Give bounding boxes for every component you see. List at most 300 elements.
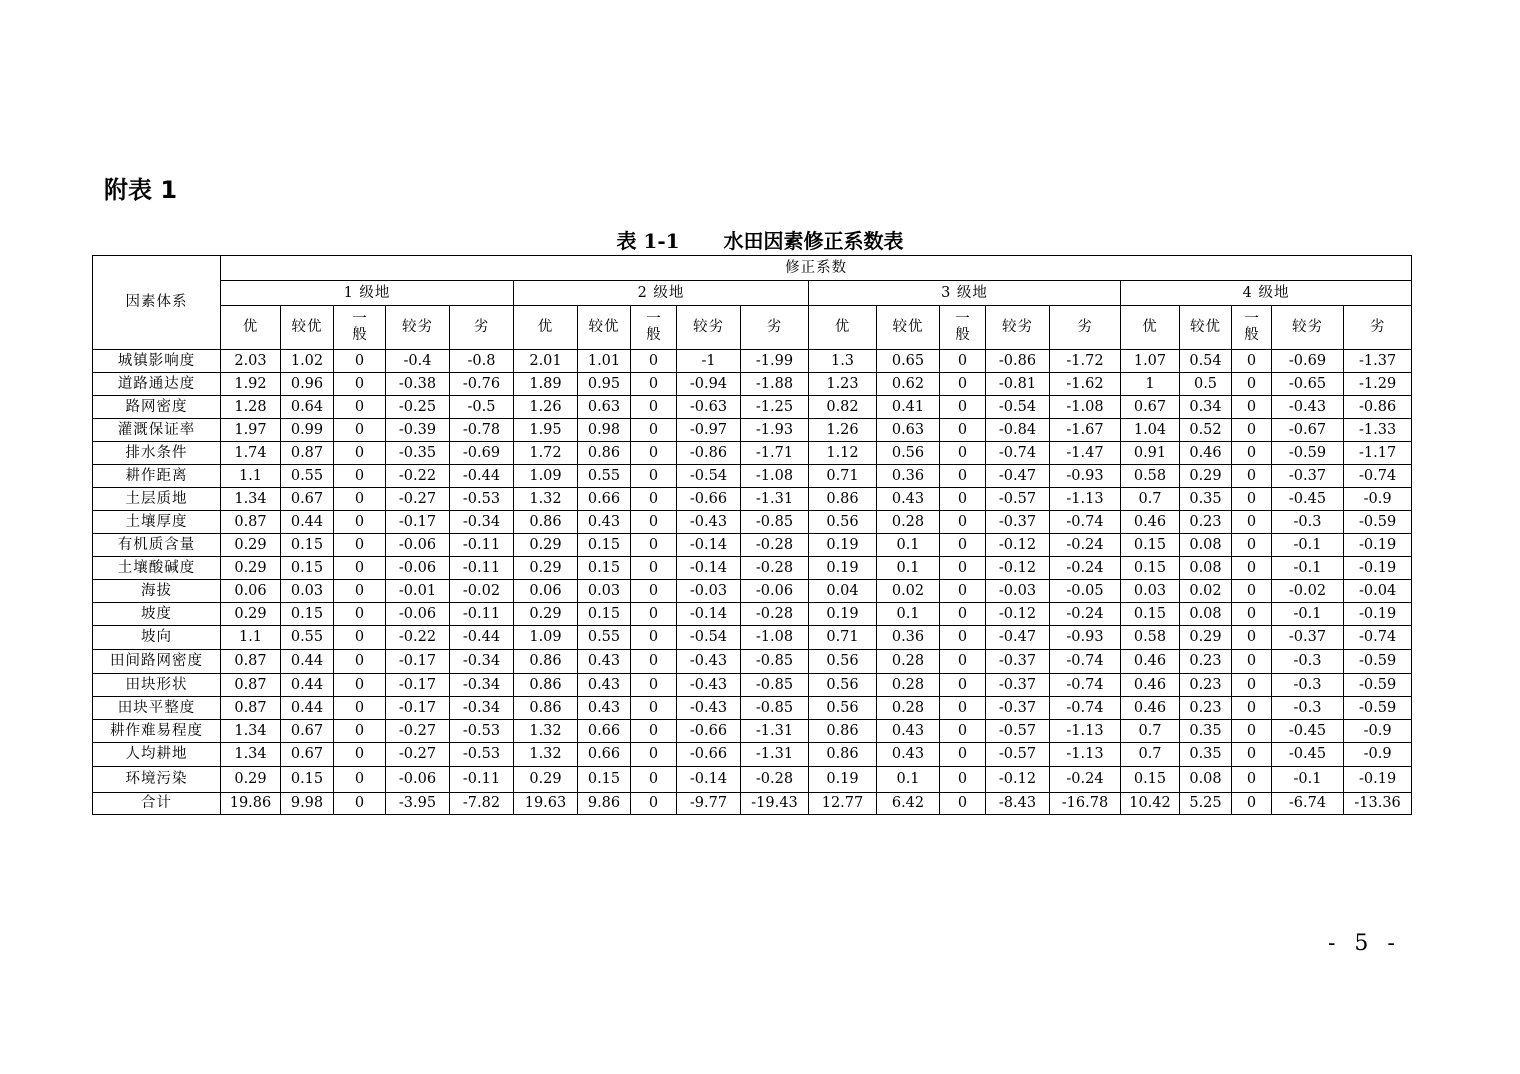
coefficient-cell: 2.01 [514, 350, 578, 373]
coefficient-cell: 0.35 [1180, 720, 1232, 743]
coefficient-cell: 0.29 [1180, 465, 1232, 488]
coefficient-cell: -0.14 [677, 603, 741, 626]
coefficient-table [92, 255, 1412, 815]
coefficient-cell: 0.08 [1180, 557, 1232, 580]
coefficient-cell: 0.98 [578, 419, 631, 442]
coefficient-cell: -0.34 [450, 650, 514, 674]
coefficient-cell: 0.46 [1121, 674, 1180, 697]
coefficient-cell: 0.71 [809, 626, 877, 650]
coefficient-cell: 0.29 [514, 603, 578, 626]
coefficient-cell: 0.56 [877, 442, 940, 465]
coefficient-cell: 0.66 [578, 488, 631, 511]
coefficient-cell: -6.74 [1272, 793, 1344, 815]
coefficient-cell: 0.36 [877, 626, 940, 650]
coefficient-cell: 0.71 [809, 465, 877, 488]
factor-name: 人均耕地 [93, 743, 221, 767]
table-row [93, 373, 1412, 396]
coefficient-cell: -0.94 [677, 373, 741, 396]
coefficient-cell: -0.17 [386, 511, 450, 534]
coefficient-cell: 1.72 [514, 442, 578, 465]
coefficient-cell: -1 [677, 350, 741, 373]
coefficient-cell: -1.93 [741, 419, 809, 442]
level-header: 劣 [741, 306, 809, 350]
coefficient-cell: 0 [334, 511, 386, 534]
coefficient-cell: -0.25 [386, 396, 450, 419]
coefficient-cell: 0 [631, 396, 677, 419]
coefficient-cell: 0 [940, 396, 986, 419]
coefficient-cell: 0 [334, 720, 386, 743]
coefficient-cell: -0.24 [1050, 534, 1121, 557]
coefficient-cell: 0.29 [514, 557, 578, 580]
coefficient-cell: 0 [334, 396, 386, 419]
level-header: 较优 [281, 306, 334, 350]
coefficient-cell: 0.43 [578, 650, 631, 674]
coefficient-cell: 0.67 [281, 743, 334, 767]
coefficient-cell: 0 [940, 720, 986, 743]
coefficient-cell: 1.26 [809, 419, 877, 442]
coefficient-cell: 0 [334, 488, 386, 511]
coefficient-cell: 0 [1232, 442, 1272, 465]
coefficient-cell: -0.12 [986, 603, 1050, 626]
table-row [93, 720, 1412, 743]
factor-name: 耕作距离 [93, 465, 221, 488]
coefficient-cell: 0.86 [809, 743, 877, 767]
coefficient-cell: -0.53 [450, 720, 514, 743]
coefficient-cell: 0.06 [221, 580, 281, 603]
coefficient-cell: -0.3 [1272, 511, 1344, 534]
table-row [93, 603, 1412, 626]
coefficient-cell: -19.43 [741, 793, 809, 815]
level-header: 较优 [877, 306, 940, 350]
factor-name: 耕作难易程度 [93, 720, 221, 743]
coefficient-cell: 2.03 [221, 350, 281, 373]
coefficient-cell: 0 [334, 580, 386, 603]
coefficient-cell: -0.28 [741, 603, 809, 626]
coefficient-cell: 0.06 [514, 580, 578, 603]
table-row [93, 465, 1412, 488]
coefficient-cell: -0.19 [1344, 603, 1412, 626]
factor-name: 路网密度 [93, 396, 221, 419]
coefficient-cell: 0.56 [809, 511, 877, 534]
coefficient-cell: 0.15 [281, 767, 334, 793]
table-row [93, 697, 1412, 720]
coefficient-cell: -0.59 [1272, 442, 1344, 465]
level-header: 较劣 [986, 306, 1050, 350]
coefficient-cell: 0.03 [578, 580, 631, 603]
coefficient-cell: 0 [334, 743, 386, 767]
coefficient-cell: -0.84 [986, 419, 1050, 442]
coefficient-cell: -1.31 [741, 720, 809, 743]
coefficient-cell: 0 [1232, 534, 1272, 557]
coefficient-cell: 0.35 [1180, 488, 1232, 511]
coefficient-cell: 1.97 [221, 419, 281, 442]
level-label: 一般 [1244, 310, 1260, 343]
coefficient-cell: -0.57 [986, 488, 1050, 511]
coefficient-cell: 0.86 [809, 488, 877, 511]
table-row [93, 626, 1412, 650]
factor-name: 海拔 [93, 580, 221, 603]
coefficient-cell: -0.85 [741, 650, 809, 674]
coefficient-cell: -0.11 [450, 767, 514, 793]
coefficient-cell: 0.44 [281, 674, 334, 697]
coefficient-cell: 0.28 [877, 674, 940, 697]
coefficient-cell: 19.86 [221, 793, 281, 815]
coefficient-cell: 0.15 [281, 534, 334, 557]
coefficient-cell: -1.62 [1050, 373, 1121, 396]
coefficient-cell: -0.06 [386, 603, 450, 626]
level-label: 一般 [955, 310, 971, 343]
coefficient-cell: 0 [1232, 650, 1272, 674]
coefficient-cell: -0.05 [1050, 580, 1121, 603]
coefficient-cell: -0.01 [386, 580, 450, 603]
coefficient-cell: -0.97 [677, 419, 741, 442]
coefficient-cell: 0.87 [221, 674, 281, 697]
coefficient-cell: 0.64 [281, 396, 334, 419]
coefficient-cell: 0 [940, 603, 986, 626]
coefficient-cell: -0.59 [1344, 674, 1412, 697]
coefficient-cell: 0 [940, 626, 986, 650]
coefficient-cell: -0.86 [986, 350, 1050, 373]
level-header: 优 [514, 306, 578, 350]
coefficient-cell: 0 [631, 373, 677, 396]
coefficient-cell: 0.62 [877, 373, 940, 396]
coefficient-cell: 0.08 [1180, 534, 1232, 557]
coefficient-cell: -0.57 [986, 743, 1050, 767]
coefficient-cell: 0 [1232, 373, 1272, 396]
coefficient-cell: 0 [631, 465, 677, 488]
coefficient-cell: 0 [631, 419, 677, 442]
coefficient-cell: 1.12 [809, 442, 877, 465]
coefficient-cell: 0.63 [877, 419, 940, 442]
coefficient-cell: 1.01 [578, 350, 631, 373]
coefficient-cell: 0.23 [1180, 697, 1232, 720]
coefficient-cell: 1.09 [514, 465, 578, 488]
coefficient-cell: -0.28 [741, 767, 809, 793]
coefficient-cell: -0.03 [677, 580, 741, 603]
coefficient-cell: -0.1 [1272, 767, 1344, 793]
coefficient-cell: 0.23 [1180, 511, 1232, 534]
factor-name: 有机质含量 [93, 534, 221, 557]
coefficient-cell: 0 [631, 557, 677, 580]
coefficient-cell: 0 [1232, 626, 1272, 650]
coefficient-cell: 0.86 [809, 720, 877, 743]
level-header: 较劣 [386, 306, 450, 350]
level-label: 一般 [646, 310, 662, 343]
coefficient-cell: 0.15 [1121, 557, 1180, 580]
coefficient-cell: -1.31 [741, 488, 809, 511]
coefficient-cell: -0.54 [986, 396, 1050, 419]
coefficient-cell: -1.99 [741, 350, 809, 373]
coefficient-cell: -0.54 [677, 465, 741, 488]
coefficient-cell: 0.58 [1121, 626, 1180, 650]
coefficient-cell: 0.15 [1121, 603, 1180, 626]
coefficient-cell: -0.43 [1272, 396, 1344, 419]
coefficient-cell: 0.08 [1180, 603, 1232, 626]
coefficient-cell: 0.44 [281, 697, 334, 720]
coefficient-cell: -0.3 [1272, 697, 1344, 720]
coefficient-cell: -0.59 [1344, 697, 1412, 720]
coefficient-cell: -0.59 [1344, 650, 1412, 674]
coefficient-cell: 0 [631, 580, 677, 603]
factor-name: 合计 [93, 793, 221, 815]
coefficient-cell: -0.43 [677, 697, 741, 720]
coefficient-cell: 0 [1232, 557, 1272, 580]
coefficient-cell: -0.85 [741, 511, 809, 534]
coefficient-cell: -0.57 [986, 720, 1050, 743]
coefficient-cell: -0.59 [1344, 511, 1412, 534]
level-header: 较优 [1180, 306, 1232, 350]
coefficient-cell: 0 [1232, 580, 1272, 603]
coefficient-cell: 1.89 [514, 373, 578, 396]
coefficient-cell: -0.37 [986, 511, 1050, 534]
level-header: 较优 [578, 306, 631, 350]
coefficient-cell: 0.86 [578, 442, 631, 465]
level-header [334, 306, 386, 350]
coefficient-cell: 0.23 [1180, 674, 1232, 697]
coefficient-cell: 0.66 [578, 720, 631, 743]
coefficient-cell: -0.74 [1344, 626, 1412, 650]
coefficient-cell: 0 [631, 720, 677, 743]
coefficient-cell: 0.1 [877, 557, 940, 580]
coefficient-cell: -1.08 [741, 465, 809, 488]
coefficient-cell: -0.81 [986, 373, 1050, 396]
grade-header: 3 级地 [809, 281, 1121, 306]
factor-name: 土壤酸碱度 [93, 557, 221, 580]
coefficient-cell: 0 [631, 793, 677, 815]
coefficient-cell: 0 [1232, 511, 1272, 534]
coefficient-cell: -0.1 [1272, 534, 1344, 557]
coefficient-cell: 0 [940, 442, 986, 465]
grade-header: 4 级地 [1121, 281, 1412, 306]
coefficient-cell: 0.1 [877, 767, 940, 793]
coefficient-cell: 0 [1232, 396, 1272, 419]
coefficient-cell: 0.15 [281, 603, 334, 626]
coefficient-cell: 0 [334, 626, 386, 650]
coefficient-cell: 0.82 [809, 396, 877, 419]
coefficient-cell: 1.23 [809, 373, 877, 396]
coefficient-cell: 0 [940, 674, 986, 697]
coefficient-cell: -0.66 [677, 720, 741, 743]
coefficient-cell: 0.65 [877, 350, 940, 373]
coefficient-cell: -0.85 [741, 697, 809, 720]
coefficient-cell: 1.04 [1121, 419, 1180, 442]
coefficient-cell: 0.15 [578, 534, 631, 557]
coefficient-cell: 0.7 [1121, 720, 1180, 743]
coefficient-cell: -0.17 [386, 650, 450, 674]
coefficient-cell: 0.43 [578, 697, 631, 720]
coefficient-cell: 0.19 [809, 603, 877, 626]
coefficient-cell: 0.1 [877, 534, 940, 557]
coefficient-cell: -9.77 [677, 793, 741, 815]
coefficient-cell: -0.14 [677, 767, 741, 793]
coefficient-cell: -0.37 [986, 697, 1050, 720]
coefficient-cell: 0 [1232, 488, 1272, 511]
coefficient-cell: -0.34 [450, 674, 514, 697]
coefficient-cell: 0.02 [877, 580, 940, 603]
coefficient-cell: 1.34 [221, 720, 281, 743]
coefficient-cell: 0 [334, 767, 386, 793]
level-header [1232, 306, 1272, 350]
coefficient-cell: 0 [334, 697, 386, 720]
coefficient-cell: 0 [940, 419, 986, 442]
coefficient-cell: -0.47 [986, 626, 1050, 650]
coefficient-cell: 1.92 [221, 373, 281, 396]
factor-header: 因素体系 [93, 256, 221, 350]
coefficient-cell: 0.52 [1180, 419, 1232, 442]
coefficient-cell: 0 [334, 534, 386, 557]
level-header: 优 [221, 306, 281, 350]
coefficient-cell: 0 [940, 743, 986, 767]
coefficient-cell: -0.37 [1272, 626, 1344, 650]
coefficient-cell: -0.76 [450, 373, 514, 396]
coefficient-cell: 0 [1232, 697, 1272, 720]
coefficient-cell: 0.66 [578, 743, 631, 767]
coefficient-cell: 0 [334, 793, 386, 815]
coefficient-cell: 0 [334, 557, 386, 580]
coefficient-cell: -0.74 [986, 442, 1050, 465]
coefficient-cell: 0.46 [1121, 697, 1180, 720]
coefficient-cell: 1.1 [221, 626, 281, 650]
coefficient-cell: 0.86 [514, 674, 578, 697]
coefficient-cell: 0 [940, 511, 986, 534]
coefficient-cell: 0.29 [514, 767, 578, 793]
coefficient-cell: -0.37 [986, 674, 1050, 697]
level-header [940, 306, 986, 350]
coefficient-cell: -0.43 [677, 674, 741, 697]
coefficient-cell: 1.34 [221, 488, 281, 511]
coefficient-cell: -0.44 [450, 626, 514, 650]
factor-name: 田块形状 [93, 674, 221, 697]
coefficient-cell: 0 [940, 350, 986, 373]
coefficient-cell: -0.27 [386, 743, 450, 767]
coefficient-cell: 0.56 [809, 697, 877, 720]
coefficient-cell: -0.19 [1344, 767, 1412, 793]
factor-name: 坡度 [93, 603, 221, 626]
coefficient-cell: 10.42 [1121, 793, 1180, 815]
coefficient-cell: 0.28 [877, 697, 940, 720]
coefficient-cell: 0.15 [281, 557, 334, 580]
factor-name: 排水条件 [93, 442, 221, 465]
factor-name: 灌溉保证率 [93, 419, 221, 442]
coefficient-cell: -0.06 [386, 767, 450, 793]
coefficient-cell: 0.43 [877, 488, 940, 511]
coefficient-cell: 0.19 [809, 767, 877, 793]
coefficient-cell: 0 [940, 557, 986, 580]
coefficient-cell: -0.03 [986, 580, 1050, 603]
coefficient-cell: -0.14 [677, 534, 741, 557]
table-caption [0, 225, 1520, 254]
coefficient-cell: -1.88 [741, 373, 809, 396]
coefficient-cell: -0.74 [1050, 650, 1121, 674]
coefficient-cell: -0.5 [450, 396, 514, 419]
coefficient-cell: 0.03 [281, 580, 334, 603]
coefficient-cell: 0.43 [877, 743, 940, 767]
coefficient-cell: -0.69 [1272, 350, 1344, 373]
coefficient-cell: -0.39 [386, 419, 450, 442]
coefficient-cell: -0.35 [386, 442, 450, 465]
coefficient-cell: -1.25 [741, 396, 809, 419]
coefficient-cell: -0.24 [1050, 767, 1121, 793]
level-header: 优 [809, 306, 877, 350]
coefficient-cell: -1.08 [741, 626, 809, 650]
coefficient-cell: -0.43 [677, 650, 741, 674]
coefficient-cell: -1.13 [1050, 743, 1121, 767]
coefficient-cell: -0.22 [386, 626, 450, 650]
coefficient-cell: 0 [334, 419, 386, 442]
coefficient-header: 修正系数 [221, 256, 1412, 281]
coefficient-cell: 0.43 [877, 720, 940, 743]
level-header: 劣 [450, 306, 514, 350]
coefficient-cell: 0 [940, 767, 986, 793]
coefficient-cell: -0.69 [450, 442, 514, 465]
coefficient-cell: -0.12 [986, 534, 1050, 557]
coefficient-cell: 1.28 [221, 396, 281, 419]
coefficient-cell: -0.45 [1272, 743, 1344, 767]
coefficient-cell: -0.27 [386, 488, 450, 511]
coefficient-cell: 0 [940, 650, 986, 674]
coefficient-cell: -0.3 [1272, 650, 1344, 674]
level-header: 优 [1121, 306, 1180, 350]
coefficient-cell: 9.98 [281, 793, 334, 815]
coefficient-cell: -0.04 [1344, 580, 1412, 603]
coefficient-cell: 0.44 [281, 511, 334, 534]
coefficient-cell: -0.86 [677, 442, 741, 465]
coefficient-cell: 5.25 [1180, 793, 1232, 815]
coefficient-cell: 0.46 [1180, 442, 1232, 465]
coefficient-cell: 0.15 [1121, 767, 1180, 793]
appendix-title: 附表 1 [104, 176, 178, 204]
coefficient-cell: 0 [940, 793, 986, 815]
coefficient-cell: -0.74 [1050, 697, 1121, 720]
coefficient-cell: 0.29 [221, 767, 281, 793]
coefficient-cell: 6.42 [877, 793, 940, 815]
coefficient-cell: -0.93 [1050, 626, 1121, 650]
coefficient-cell: 1.3 [809, 350, 877, 373]
coefficient-cell: -0.27 [386, 720, 450, 743]
coefficient-cell: 19.63 [514, 793, 578, 815]
coefficient-cell: -0.44 [450, 465, 514, 488]
coefficient-cell: -8.43 [986, 793, 1050, 815]
coefficient-cell: -0.9 [1344, 488, 1412, 511]
coefficient-cell: 0 [1232, 720, 1272, 743]
coefficient-cell: -0.47 [986, 465, 1050, 488]
coefficient-cell: 0.67 [281, 720, 334, 743]
coefficient-cell: 1.32 [514, 743, 578, 767]
coefficient-cell: -0.02 [450, 580, 514, 603]
coefficient-cell: 0 [1232, 743, 1272, 767]
coefficient-cell: -1.71 [741, 442, 809, 465]
coefficient-cell: 0 [631, 488, 677, 511]
coefficient-cell: -1.47 [1050, 442, 1121, 465]
coefficient-cell: 0.29 [1180, 626, 1232, 650]
coefficient-cell: -0.74 [1344, 465, 1412, 488]
coefficient-cell: 0.5 [1180, 373, 1232, 396]
coefficient-cell: -1.17 [1344, 442, 1412, 465]
coefficient-cell: 0.29 [221, 603, 281, 626]
coefficient-cell: 0 [631, 697, 677, 720]
factor-name: 土壤厚度 [93, 511, 221, 534]
coefficient-cell: 0 [631, 442, 677, 465]
coefficient-cell: 0 [1232, 767, 1272, 793]
coefficient-cell: 1 [1121, 373, 1180, 396]
coefficient-cell: 0 [631, 650, 677, 674]
coefficient-cell: -1.67 [1050, 419, 1121, 442]
coefficient-cell: 1.32 [514, 720, 578, 743]
coefficient-cell: 0.7 [1121, 743, 1180, 767]
coefficient-cell: 1.1 [221, 465, 281, 488]
coefficient-cell: 9.86 [578, 793, 631, 815]
coefficient-cell: 1.26 [514, 396, 578, 419]
